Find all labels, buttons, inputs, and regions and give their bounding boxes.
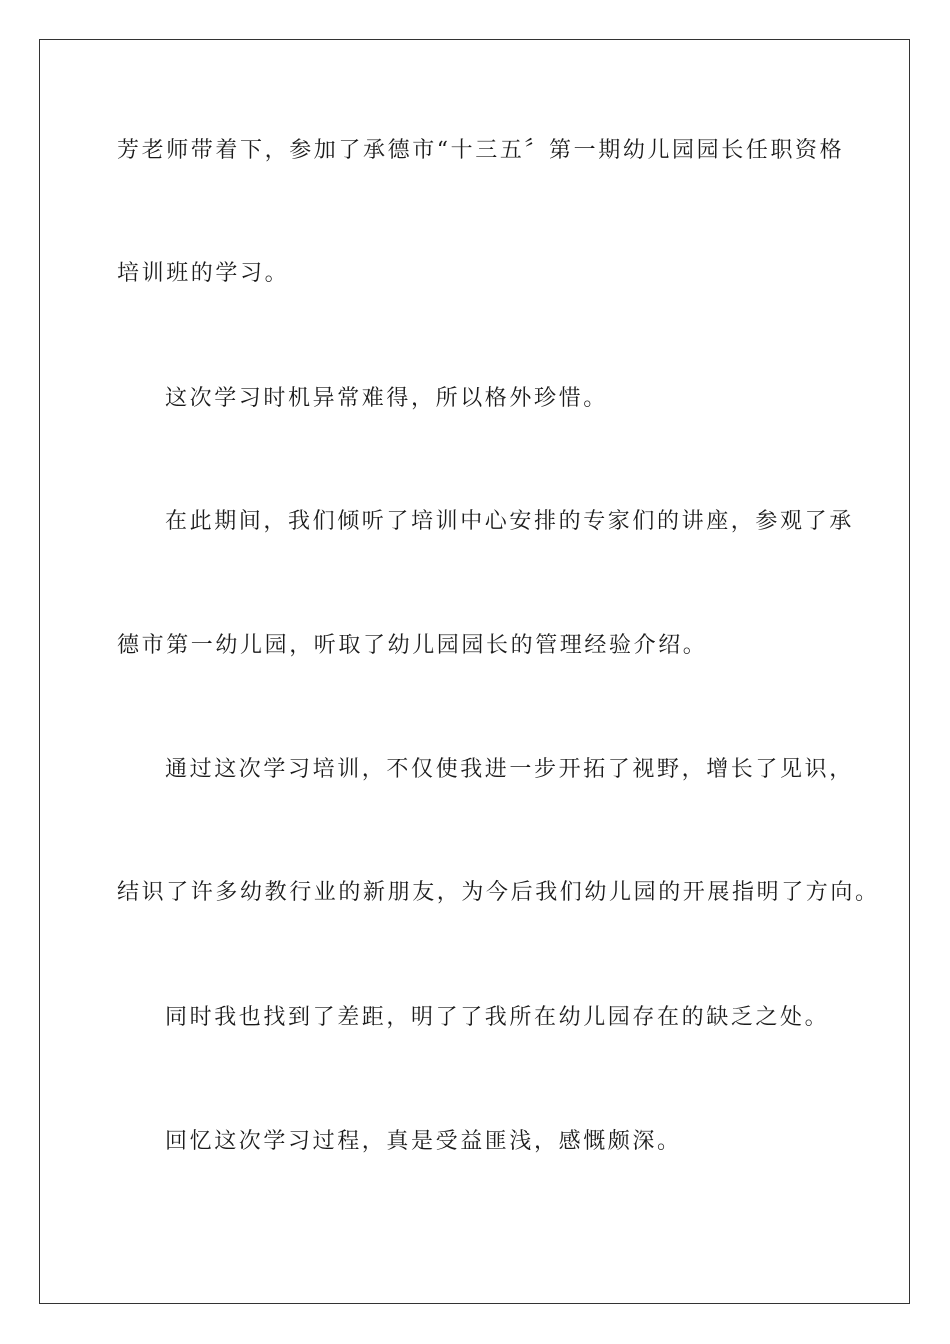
- paragraph-line-1: 芳老师带着下，参加了承德市“十三五〞第一期幼儿园园长任职资格: [117, 138, 845, 163]
- paragraph-line-8: 同时我也找到了差距，明了了我所在幼儿园存在的缺乏之处。: [165, 1005, 830, 1030]
- paragraph-line-3: 这次学习时机异常难得，所以格外珍惜。: [165, 386, 608, 411]
- paragraph-line-4: 在此期间，我们倾听了培训中心安排的专家们的讲座，参观了承: [165, 509, 854, 534]
- paragraph-line-9: 回忆这次学习过程，真是受益匪浅，感慨颇深。: [165, 1129, 682, 1154]
- paragraph-line-7: 结识了许多幼教行业的新朋友，为今后我们幼儿园的开展指明了方向。: [117, 880, 880, 905]
- paragraph-line-5: 德市第一幼儿园，听取了幼儿园园长的管理经验介绍。: [117, 633, 708, 658]
- paragraph-line-2: 培训班的学习。: [117, 261, 290, 286]
- page-border: [39, 39, 910, 1304]
- paragraph-line-6: 通过这次学习培训，不仅使我进一步开拓了视野，增长了见识，: [165, 757, 854, 782]
